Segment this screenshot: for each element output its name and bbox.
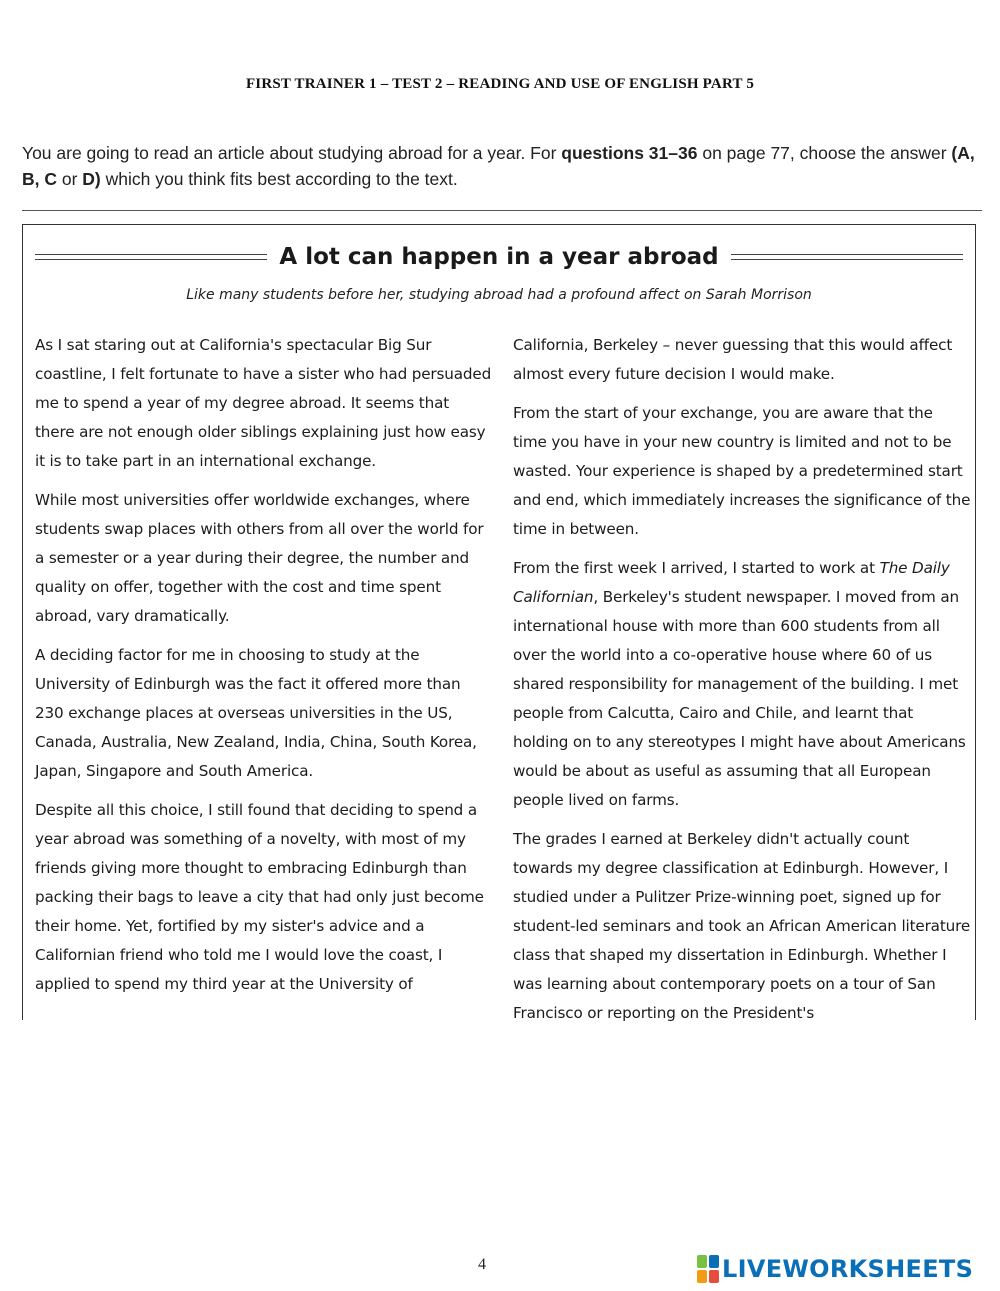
paragraph: While most universities offer worldwide exchanges, where students swap places with others from all over the world for a semester or a year during their degree, the number and quality on offer, together with the cost and time spent abroad, vary dramatically. [35, 491, 484, 625]
logo-tile-icon [709, 1270, 719, 1283]
instructions-text: which you think fits best according to the text. [100, 169, 458, 189]
paragraph: From the start of your exchange, you are aware that the time you have in your new country is limited and not to be wasted. Your experience is shaped by a predetermined start and end, which immediately increases the significance of the time in between. [513, 404, 971, 538]
paragraph [513, 554, 971, 815]
paragraph: As I sat staring out at California's spectacular Big Sur coastline, I felt fortunate to have a sister who had persuaded me to spend a year of my degree abroad. It seems that there are not enough older siblings explaining just how easy it is to take part in an international exchange. [35, 336, 492, 470]
paragraph-text: From the first week I arrived, I started to work at [513, 559, 880, 577]
newspaper-name: The Daily Californian [513, 559, 950, 606]
paragraph: The grades I earned at Berkeley didn't actually count towards my degree classification at Edinburgh. However, I studied under a Pulitzer Prize-winning poet, signed up for student-led seminars and took an African American literature class that shaped my dissertation in Edinburgh. Whether I was learning about contemporary poets on a tour of San Francisco or reporting on the President's [513, 830, 971, 1022]
article-box [22, 224, 976, 1020]
liveworksheets-logo-text: LIVEWORKSHEETS [722, 1255, 974, 1283]
instructions-text: or [57, 169, 83, 189]
paragraph-text: , Berkeley's student newspaper. I moved from an international house with more than 600 students from all over the world into a co-operative house where 60 of us shared responsibility for management of the building. I met people from Calcutta, Cairo and Chile, and learnt that holding on to any stereotypes I might have about Americans would be about as useful as assuming that all European people lived on farms. [513, 588, 966, 809]
divider [22, 210, 982, 211]
instructions [22, 140, 982, 192]
logo-tile-icon [709, 1255, 719, 1268]
instructions-bold-option-d: D) [82, 169, 101, 189]
instructions-text: on page 77, choose the answer [697, 143, 952, 163]
title-rule-left [35, 254, 267, 260]
instructions-bold-questions: questions 31–36 [561, 143, 698, 163]
article-right-column [513, 331, 971, 1038]
page-header: FIRST TRAINER 1 – TEST 2 – READING AND USE OF ENGLISH PART 5 [245, 76, 755, 92]
paragraph: Despite all this choice, I still found that deciding to spend a year abroad was something of a novelty, with most of my friends giving more thought to embracing Edinburgh than packing their bags to leave a city that had only just become their home. Yet, fortified by my sister's advice and a Californian friend who told me I would love the coast, I applied to spend my third year at the University of [35, 801, 484, 993]
page-number: 4 [478, 1256, 486, 1273]
liveworksheets-logo-icon [697, 1255, 719, 1283]
instructions-text: You are going to read an article about studying abroad for a year. For [22, 143, 562, 163]
article-title: A lot can happen in a year abroad [279, 244, 719, 270]
article-title-row [35, 239, 963, 275]
title-rule-right [731, 254, 963, 260]
article-standfirst: Like many students before her, studying abroad had a profound affect on Sarah Morrison [186, 287, 812, 303]
logo-tile-icon [697, 1270, 707, 1283]
instructions-bold-options: (A, B, C [22, 143, 975, 189]
logo-tile-icon [697, 1255, 707, 1268]
liveworksheets-logo[interactable] [697, 1255, 973, 1283]
article-left-column [35, 331, 493, 1009]
paragraph: California, Berkeley – never guessing that this would affect almost every future decision I would make. [513, 336, 953, 383]
paragraph: A deciding factor for me in choosing to study at the University of Edinburgh was the fact it offered more than 230 exchange places at overseas universities in the US, Canada, Australia, New Zealand, India, China, South Korea, Japan, Singapore and South America. [35, 646, 477, 780]
